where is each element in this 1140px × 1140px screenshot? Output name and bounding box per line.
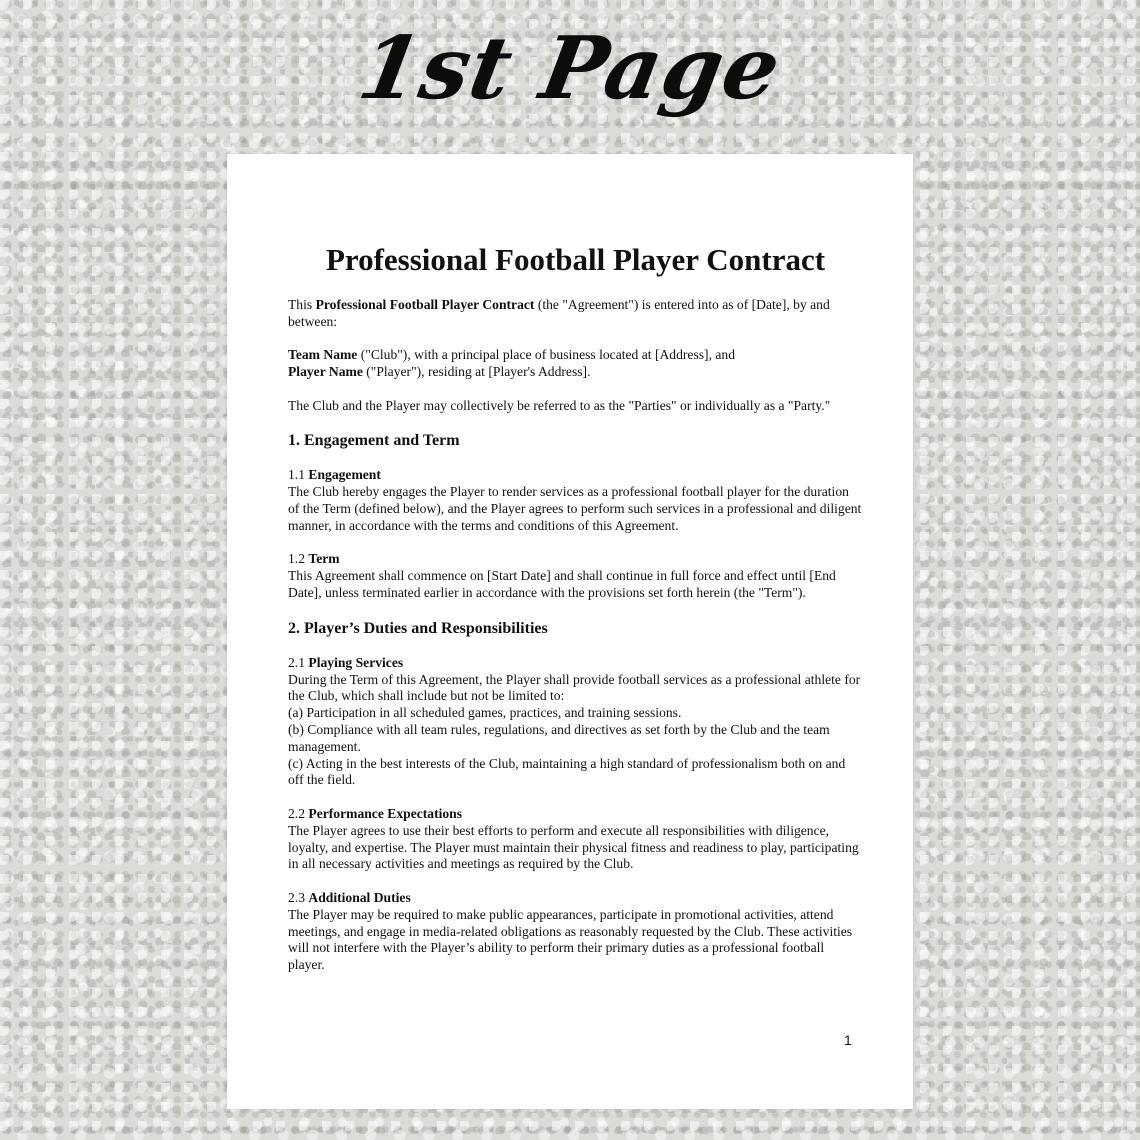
team-line: Team Name ("Club"), with a principal place of business located at [Address], and: [288, 347, 735, 363]
parties-definition: The Club and the Player may collectively be referred to as the "Parties" or individually as a "Party.": [288, 397, 831, 413]
clause-2-2: [288, 806, 863, 873]
section-1-heading: 1. Engagement and Term: [288, 432, 460, 450]
clause-2-3-title: 2.3 Additional Duties: [288, 889, 411, 905]
clause-2-1-title: 2.1 Playing Services: [288, 654, 404, 670]
clause-1-1-title: 1.1 Engagement: [288, 467, 381, 483]
clause-1-2-title: 1.2 Term: [288, 551, 340, 567]
document-page: [227, 154, 913, 1109]
clause-2-1-item-c: (c) Acting in the best interests of the Club, maintaining a high standard of professionalism both on and off the field.: [288, 755, 846, 788]
clause-2-3: [288, 890, 863, 974]
clause-1-2: [288, 551, 863, 601]
clause-2-2-text: The Player agrees to use their best efforts to perform and execute all responsibilities with diligence, loyalty, and expertise. The Player must maintain their physical fitness and readiness to play, participating in all necessary activities and meetings as required by the Club.: [288, 822, 859, 872]
clause-2-1-item-a: (a) Participation in all scheduled games, practices, and training sessions.: [288, 705, 682, 721]
clause-2-1-text: During the Term of this Agreement, the Player shall provide football services as a professional athlete for the Club, which shall include but not be limited to:: [288, 671, 861, 704]
parties-block: [288, 347, 863, 381]
section-2-heading: 2. Player’s Duties and Responsibilities: [288, 619, 548, 637]
player-line: Player Name ("Player"), residing at [Player's Address].: [288, 364, 591, 380]
page-number: 1: [844, 1032, 852, 1048]
clause-2-3-text: The Player may be required to make public appearances, participate in promotional activities, attend meetings, and engage in media-related obligations as reasonably requested by the Club. These activities will not interfere with the Player’s ability to perform their primary duties as a professional football player.: [288, 906, 853, 973]
clause-1-1: [288, 467, 863, 534]
clause-2-2-title: 2.2 Performance Expectations: [288, 805, 463, 821]
clause-1-2-text: This Agreement shall commence on [Start Date] and shall continue in full force and effect until [End Date], unless terminated earlier in accordance with the provisions set forth herein (the "Term").: [288, 568, 836, 600]
document-title: Professional Football Player Contract: [325, 242, 826, 277]
contract-name-bold: Professional Football Player Contract: [315, 297, 535, 312]
clause-2-1-item-b: (b) Compliance with all team rules, regulations, and directives as set forth by the Club and the team management.: [288, 721, 830, 754]
clause-2-1: [288, 655, 863, 789]
document-body: [288, 242, 863, 991]
page-banner-title: 1st Page: [351, 18, 789, 119]
clause-1-1-text: The Club hereby engages the Player to render services as a professional football player for the duration of the Term (defined below), and the Player agrees to perform such services in a professional and diligent manner, in accordance with the terms and conditions of this Agreement.: [288, 484, 862, 533]
intro-paragraph: This Professional Football Player Contract (the "Agreement") is entered into as of [Date], by and between:: [288, 297, 830, 329]
